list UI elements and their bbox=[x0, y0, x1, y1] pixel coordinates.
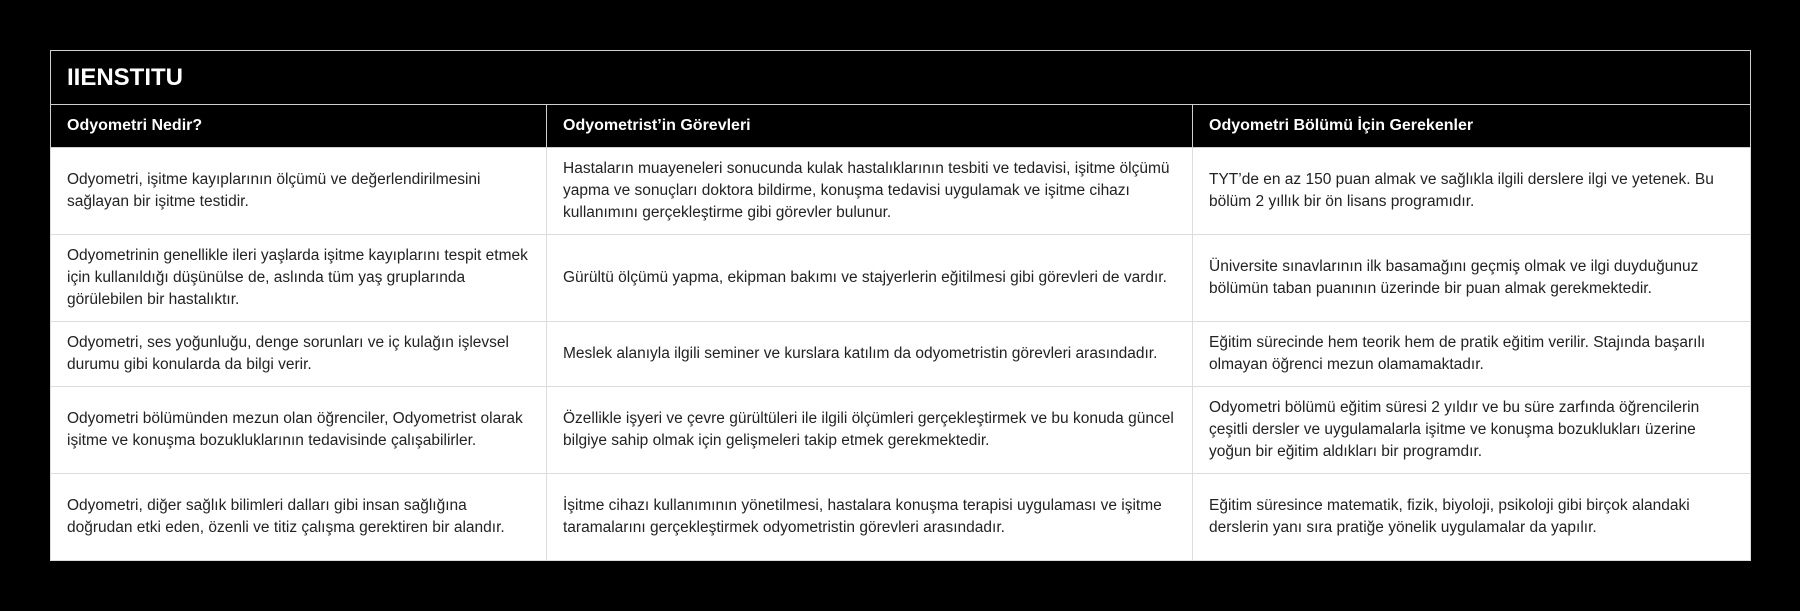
table-cell: TYT’de en az 150 puan almak ve sağlıkla ilgili derslere ilgi ve yetenek. Bu bölüm 2 yıllık bir ön lisans programıdır. bbox=[1193, 148, 1751, 235]
table-cell: Odyometri, işitme kayıplarının ölçümü ve değerlendirilmesini sağlayan bir işitme testidir. bbox=[51, 148, 547, 235]
table-row bbox=[51, 148, 1751, 235]
table-cell: Odyometri, diğer sağlık bilimleri dalları gibi insan sağlığına doğrudan etki eden, özenli ve titiz çalışma gerektiren bir alandır. bbox=[51, 474, 547, 561]
column-header-odyometrist-gorevleri: Odyometrist’in Görevleri bbox=[547, 105, 1193, 148]
table-cell: Gürültü ölçümü yapma, ekipman bakımı ve stajyerlerin eğitilmesi gibi görevleri de vardır. bbox=[547, 235, 1193, 322]
table-cell: Odyometrinin genellikle ileri yaşlarda işitme kayıplarını tespit etmek için kullanıldığı düşünülse de, aslında tüm yaş gruplarında görülebilen bir hastalıktır. bbox=[51, 235, 547, 322]
table-cell: Odyometri, ses yoğunluğu, denge sorunları ve iç kulağın işlevsel durumu gibi konularda da bilgi verir. bbox=[51, 322, 547, 387]
table-cell: İşitme cihazı kullanımının yönetilmesi, hastalara konuşma terapisi uygulaması ve işitme taramalarını gerçekleştirmek odyometristin görevleri arasındadır. bbox=[547, 474, 1193, 561]
table-cell: Meslek alanıyla ilgili seminer ve kurslara katılım da odyometristin görevleri arasındadır. bbox=[547, 322, 1193, 387]
table-cell: Odyometri bölümünden mezun olan öğrenciler, Odyometrist olarak işitme ve konuşma bozukluklarının tedavisinde çalışabilirler. bbox=[51, 387, 547, 474]
table-cell: Üniversite sınavlarının ilk basamağını geçmiş olmak ve ilgi duyduğunuz bölümün taban puanının üzerinde bir puan almak gerekmektedir. bbox=[1193, 235, 1751, 322]
table-header-row bbox=[51, 105, 1751, 148]
table-cell: Eğitim süresince matematik, fizik, biyoloji, psikoloji gibi birçok alandaki derslerin yanı sıra pratiğe yönelik uygulamalar da yapılır. bbox=[1193, 474, 1751, 561]
table-title: IIENSTITU bbox=[50, 50, 1751, 104]
table-row bbox=[51, 387, 1751, 474]
table-row bbox=[51, 474, 1751, 561]
table-cell: Özellikle işyeri ve çevre gürültüleri ile ilgili ölçümleri gerçekleştirmek ve bu konuda güncel bilgiye sahip olmak için gelişmeleri takip etmek gerekmektedir. bbox=[547, 387, 1193, 474]
table-row bbox=[51, 235, 1751, 322]
table-row bbox=[51, 322, 1751, 387]
info-table bbox=[50, 50, 1751, 561]
table-cell: Odyometri bölümü eğitim süresi 2 yıldır ve bu süre zarfında öğrencilerin çeşitli dersler ve uygulamalarla işitme ve konuşma bozuklukları üzerine yoğun bir eğitim aldıkları bir programdır. bbox=[1193, 387, 1751, 474]
table-cell: Hastaların muayeneleri sonucunda kulak hastalıklarının tesbiti ve tedavisi, işitme ölçümü yapma ve sonuçları doktora bildirme, konuşma tedavisi uygulamak ve işitme cihazı kullanımını gerçekleştirme gibi görevler bulunur. bbox=[547, 148, 1193, 235]
table-cell: Eğitim sürecinde hem teorik hem de pratik eğitim verilir. Stajında başarılı olmayan öğrenci mezun olamamaktadır. bbox=[1193, 322, 1751, 387]
column-header-bolum-gerekenler: Odyometri Bölümü İçin Gerekenler bbox=[1193, 105, 1751, 148]
info-table-container bbox=[50, 50, 1750, 561]
column-header-odyometri-nedir: Odyometri Nedir? bbox=[51, 105, 547, 148]
